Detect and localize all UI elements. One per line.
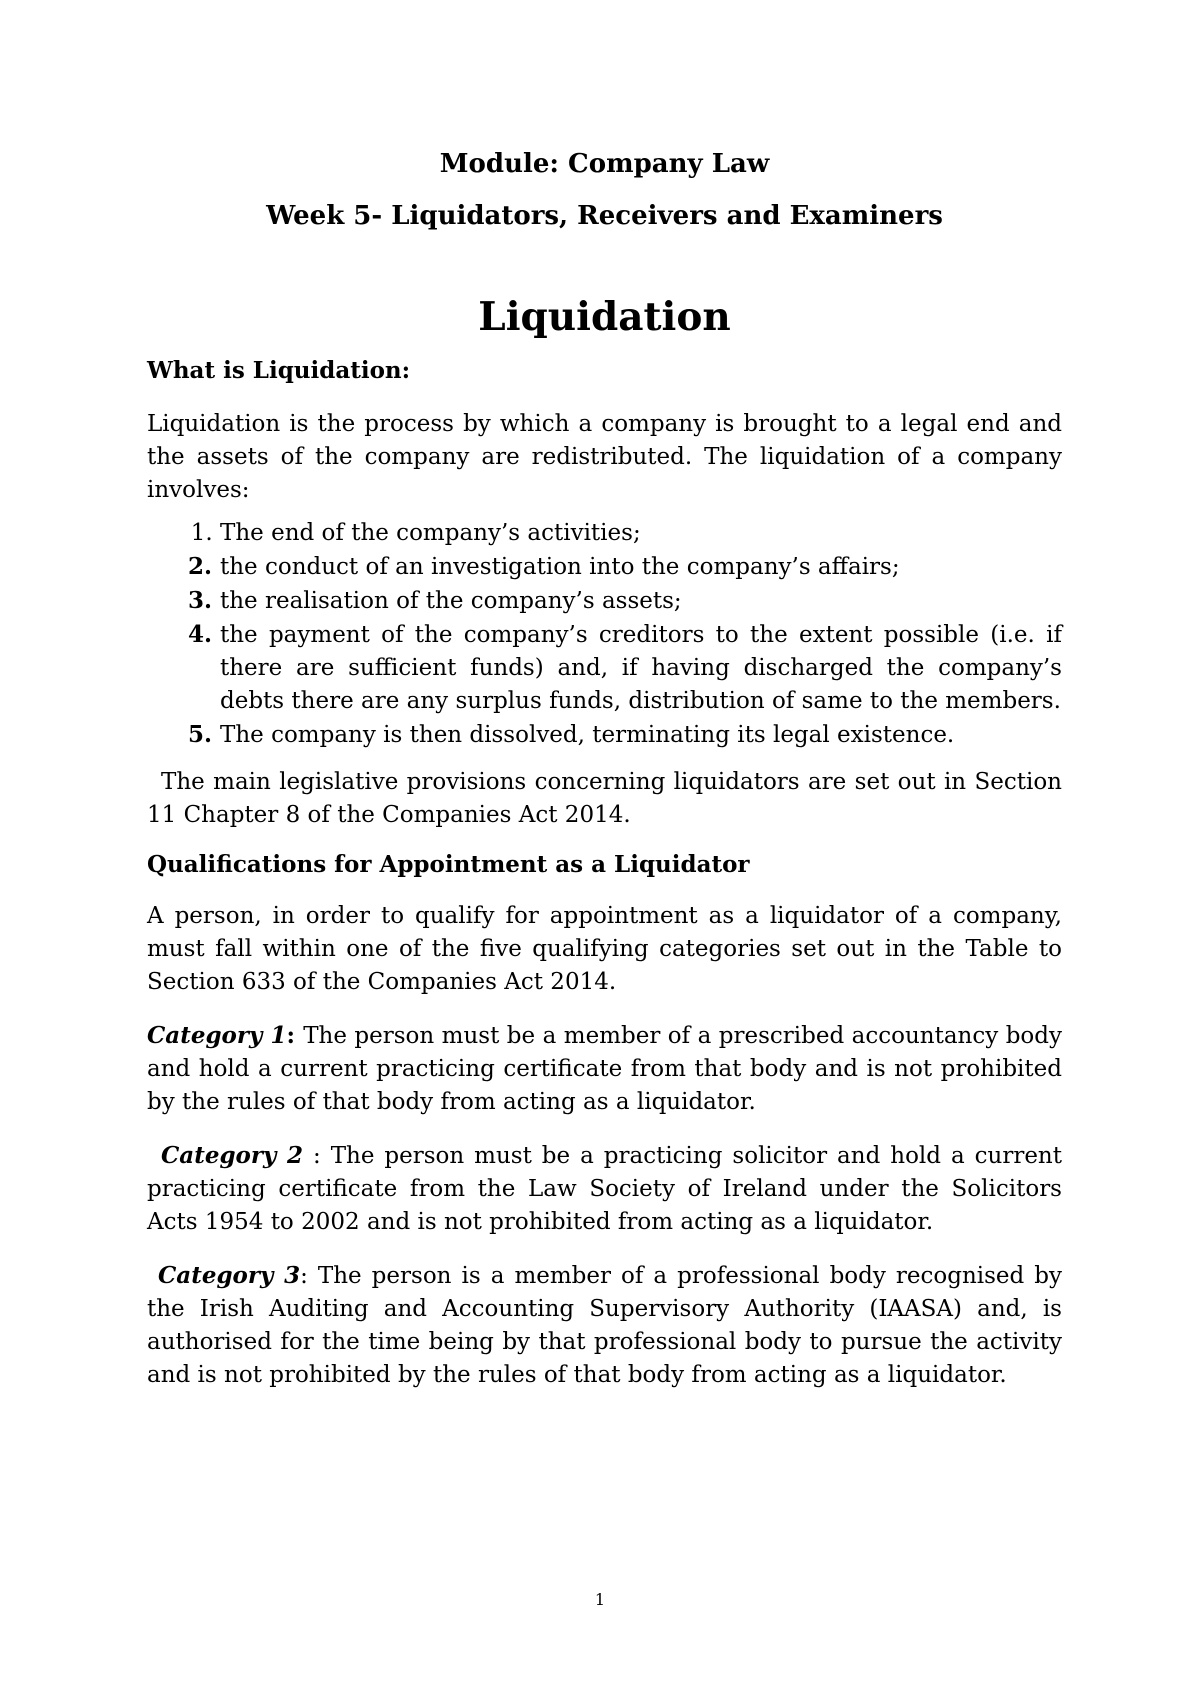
- category-label: Category 3: [158, 1262, 301, 1289]
- category-label: Category 1: [147, 1022, 287, 1049]
- category-text: The person must be a practicing solicitor and hold a current practicing certificate from the Law Society of Ireland under the Solicitors Acts 1954 to 2002 and is not prohibited from acting as a liquidator.: [147, 1143, 1062, 1235]
- what-is-heading: What is Liquidation:: [147, 357, 411, 384]
- qualifications-intro: A person, in order to qualify for appointment as a liquidator of a company, must fall within one of the five qualifying categories set out in the Table to Section 633 of the Companies Act 2014.: [147, 903, 1062, 995]
- list-item: 1. The end of the company’s activities;: [220, 517, 1062, 550]
- category-2-paragraph: [147, 1139, 1062, 1239]
- liquidation-intro: Liquidation is the process by which a company is brought to a legal end and the assets of the company are redistributed. The liquidation of a company involves:: [147, 411, 1062, 503]
- module-title: Module: Company Law: [439, 149, 770, 179]
- category-separator: :: [286, 1022, 304, 1049]
- section-title: Liquidation: [478, 294, 731, 340]
- category-separator: :: [300, 1263, 318, 1289]
- legislation-paragraph: The main legislative provisions concerning liquidators are set out in Section 11 Chapter 8 of the Companies Act 2014.: [147, 769, 1062, 828]
- list-item: 3. the realisation of the company’s assets;: [220, 584, 1062, 618]
- liquidation-steps-list: [147, 517, 1062, 752]
- page-content: [147, 132, 1062, 1392]
- list-item: 5. The company is then dissolved, terminating its legal existence.: [220, 718, 1062, 752]
- category-text: The person must be a member of a prescribed accountancy body and hold a current practicing certificate from that body and is not prohibited by the rules of that body from acting as a liquidator.: [147, 1023, 1062, 1115]
- list-item: 4. the payment of the company’s creditors to the extent possible (i.e. if there are sufficient funds) and, if having discharged the company’s debts there are any surplus funds, distribution of same to the members.: [220, 618, 1062, 718]
- list-item: 2. the conduct of an investigation into the company’s affairs;: [220, 550, 1062, 584]
- category-3-paragraph: [147, 1259, 1062, 1392]
- week-title: Week 5- Liquidators, Receivers and Examiners: [266, 201, 943, 231]
- page-number: 1: [594, 1590, 606, 1609]
- category-separator: :: [303, 1143, 331, 1169]
- category-text: The person is a member of a professional body recognised by the Irish Auditing and Accounting Supervisory Authority (IAASA) and, is authorised for the time being by that professional body to pursue the activity and is not prohibited by the rules of that body from acting as a liquidator.: [147, 1263, 1062, 1388]
- category-1-paragraph: [147, 1019, 1062, 1119]
- category-label: Category 2: [161, 1142, 304, 1169]
- qualifications-heading: Qualifications for Appointment as a Liquidator: [147, 851, 750, 878]
